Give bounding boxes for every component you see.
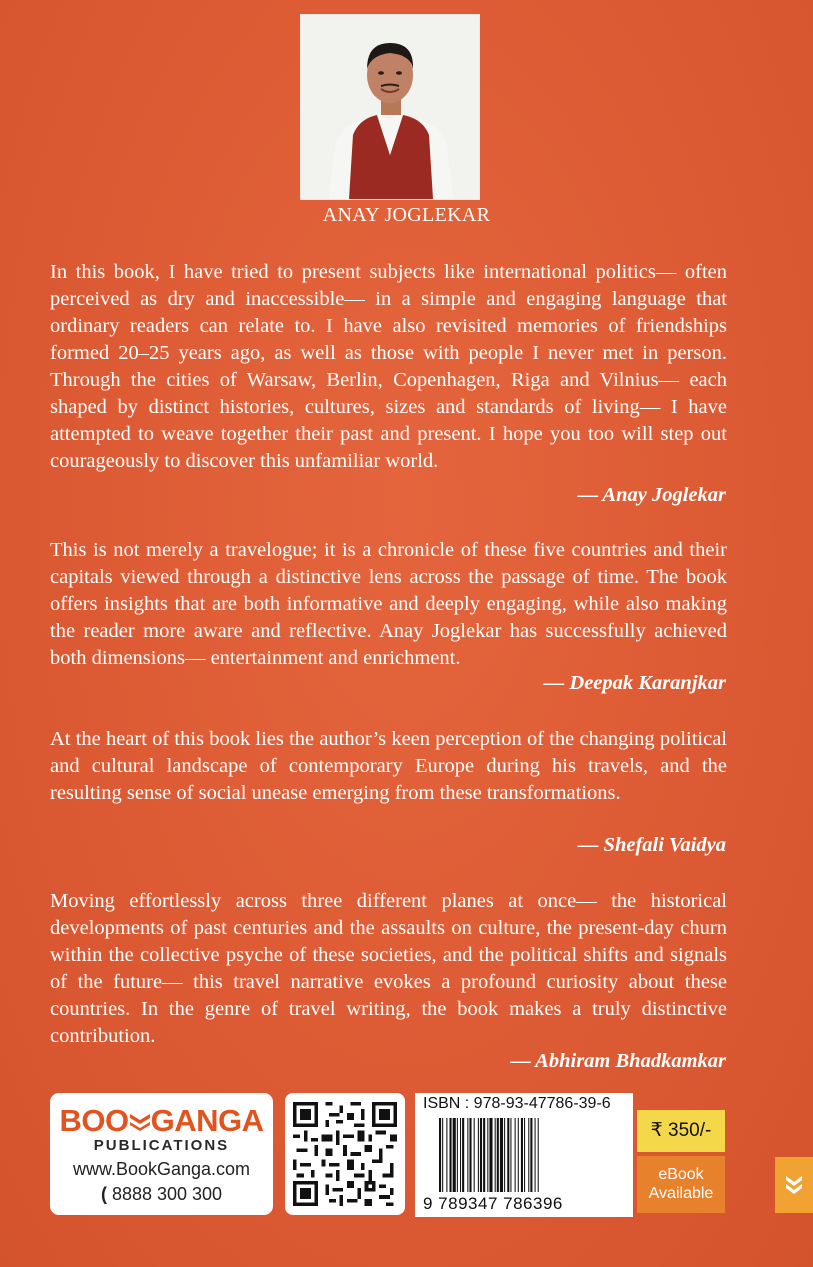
publisher-logo: BOO GANGA [59, 1103, 264, 1138]
barcode-bar [453, 1118, 456, 1192]
blurb-vaidya: At the heart of this book lies the author’s keen perception of the changing political and cultural landscape of contemporary Europe during his travels, and the resulting sense of social unease emerging from these transformations. [50, 728, 727, 804]
barcode-bar [467, 1118, 468, 1192]
barcode-bar [507, 1118, 509, 1192]
barcode-bar [528, 1118, 529, 1192]
phone-icon: ( [100, 1184, 107, 1204]
qr-code [293, 1101, 397, 1207]
barcode-bar [474, 1118, 475, 1192]
barcode-bar [439, 1118, 441, 1192]
barcode-bar [538, 1118, 539, 1192]
barcode-bar [457, 1118, 458, 1192]
corner-tab [775, 1157, 813, 1213]
barcode-bar [497, 1118, 499, 1192]
author-portrait [301, 15, 479, 199]
publisher-phone: ( 8888 300 300 [100, 1184, 223, 1204]
attribution-vaidya: — Shefali Vaidya [577, 834, 726, 856]
barcode-bar [469, 1118, 471, 1192]
qr-code-box [285, 1093, 405, 1215]
author-name: ANAY JOGLEKAR [322, 204, 491, 226]
barcode-bar [530, 1118, 532, 1192]
barcode-digits: 9 789347 786396 [423, 1194, 563, 1213]
barcode-bar [480, 1118, 482, 1192]
barcode-bar [489, 1118, 492, 1192]
barcode-bar [460, 1118, 461, 1192]
isbn-box [415, 1093, 633, 1217]
attribution-bhadkamkar: — Abhiram Bhadkamkar [510, 1050, 726, 1072]
ebook-badge: eBook Available [637, 1156, 725, 1213]
barcode [439, 1118, 629, 1192]
barcode-bar [500, 1118, 503, 1192]
barcode-bar [504, 1118, 505, 1192]
isbn-label: ISBN : 978-93-47786-39-6 [423, 1095, 611, 1112]
barcode-bar [515, 1118, 516, 1192]
publisher-subtitle: PUBLICATIONS [93, 1137, 230, 1154]
barcode-bar [521, 1118, 523, 1192]
book-mark-icon [129, 1110, 151, 1132]
barcode-bar [495, 1118, 496, 1192]
blurb-karanjkar: This is not merely a travelogue; it is a chronicle of these five countries and their capitals viewed through a distinctive lens across the passage of time. The book offers insights that are both informative and deeply engaging, while also making the reader more aware and reflective. Anay Joglekar has successfully achieved both dimensions— entertainment and enrichment. [50, 539, 727, 669]
attribution-author: — Anay Joglekar [577, 484, 726, 506]
barcode-bar [524, 1118, 525, 1192]
barcode-bar [450, 1118, 452, 1192]
barcode-bar [446, 1118, 447, 1192]
corner-logo-icon [784, 1174, 804, 1196]
barcode-bar [483, 1118, 485, 1192]
barcode-bar [535, 1118, 536, 1192]
attribution-karanjkar: — Deepak Karanjkar [543, 672, 726, 694]
barcode-bar [510, 1118, 511, 1192]
publisher-website: www.BookGanga.com [72, 1159, 251, 1179]
blurb-author: In this book, I have tried to present subjects like international politics— often perceived as dry and inaccessible— in a simple and engaging language that ordinary readers can relate to. I have also revisited memories of friendships formed 20–25 years ago, as well as those with people I never met in person. Through the cities of Warsaw, Berlin, Copenhagen, Riga and Vilnius— each shaped by distinct histories, cultures, sizes and standards of living— I have attempted to weave together their past and present. I hope you too will step out courageously to discover this unfamiliar world. [50, 261, 727, 472]
price-label: ₹ 350/- [637, 1110, 725, 1152]
barcode-bar [518, 1118, 519, 1192]
barcode-bar [478, 1118, 479, 1192]
barcode-bar [487, 1118, 488, 1192]
author-photo [300, 14, 480, 200]
blurb-bhadkamkar: Moving effortlessly across three different planes at once— the historical developments of past centuries and the assaults on culture, the present-day churn within the collective psyche of these societies, and the political shifts and signals of the future— this travel narrative evokes a profound curiosity about these countries. In the genre of travel writing, the book makes a truly distinctive contribution. [50, 890, 727, 1047]
publisher-box [50, 1093, 273, 1215]
barcode-bar [462, 1118, 464, 1192]
barcode-bar [442, 1118, 443, 1192]
